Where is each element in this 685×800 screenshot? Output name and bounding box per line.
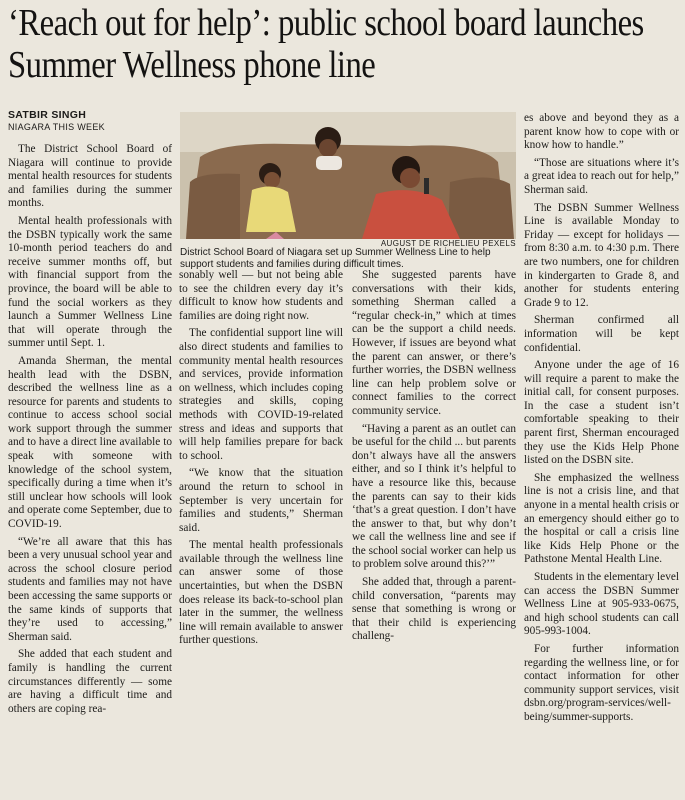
- byline: [8, 109, 178, 132]
- article-column-1: [8, 143, 172, 720]
- author-name: SATBIR SINGH: [8, 109, 87, 121]
- paragraph: Anyone under the age of 16 will require a parent to make the initial call, for consent purposes. In the case a student isn’t comfortable speaking to their parent first, Sherman encouraged they use the Kids Help Phone listed on the DSBN site.: [524, 359, 679, 467]
- paragraph: es above and beyond they as a parent know how to cope with or know how to handle.”: [524, 112, 679, 152]
- paragraph: The mental health professionals available through the wellness line can answer some of those uncertainties, but when the DSBN does release its back-to-school plan later in the summer, the wellness line will remain available to answer further questions.: [179, 539, 343, 647]
- paragraph: The DSBN Summer Wellness Line is available Monday to Friday — except for holidays — from 8:30 a.m. to 4:30 p.m. There are two numbers, one for children in kindergarten to Grade 8, and another for students entering Grade 9 to 12.: [524, 201, 679, 309]
- paragraph: Sherman confirmed all information will be kept confidential.: [524, 314, 679, 354]
- paragraph: Mental health professionals with the DSBN typically work the same 10-month period teachers do and receive summer months off, but with financial support from the province, the board will be able to fund the social workers as they launch a Summer Wellness Line that will operate through the summer until Sept. 1.: [8, 214, 172, 350]
- headline: ‘Reach out for help’: public school board launches Summer Wellness phone line: [8, 2, 644, 86]
- paragraph: “We know that the situation around the return to school in September is very uncertain for families and students,” Sherman said.: [179, 467, 343, 534]
- article-photo: [180, 112, 516, 239]
- paragraph: “Those are situations where it’s a great idea to reach out for help,” Sherman said.: [524, 156, 679, 196]
- paragraph: She suggested parents have conversations with their kids, something Sherman called a “regular check-in,” which at times can be the support a child needs. However, if issues are beyond what the parent can answer, or there’s further worries, the DSBN wellness line can help problem solve or connect families to the correct community service.: [352, 269, 516, 417]
- photo-illustration: [180, 112, 516, 239]
- paragraph: sonably well — but not being able to see the children every day it’s difficult to know how students and families are doing right now.: [179, 269, 343, 322]
- paragraph: She emphasized the wellness line is not a crisis line, and that anyone in a mental health crisis or an emergency should either go to the hospital or call a crisis line like Kids Help Phone or the Pathstone Mental Health Line.: [524, 471, 679, 566]
- paragraph: She added that each student and family is handling the current circumstances differently — some are having a difficult time and others are coping rea-: [8, 648, 172, 715]
- paragraph: “We’re all aware that this has been a very unusual school year and across the school closure period students and families may not have been accessing the same supports or the same kinds of supports that they’re used to accessing,” Sherman said.: [8, 535, 172, 643]
- photo-caption: District School Board of Niagara set up Summer Wellness Line to help support students and families during difficult times.: [180, 247, 491, 270]
- photo-credit: AUGUST DE RICHELIEU PEXELS: [380, 239, 516, 248]
- outlet-name: NIAGARA THIS WEEK: [8, 122, 105, 132]
- paragraph: She added that, through a parent-child conversation, “parents may sense that something is wrong or that their child is experiencing challeng-: [352, 576, 516, 643]
- paragraph: “Having a parent as an outlet can be useful for the child ... but parents don’t always have all the answers either, and so I think it’s helpful to have a resource like this, because the parents can say to their kids ‘that’s a great question. I don’t have the answer to that, but why don’t we call the wellness line and see if the school social worker can help us to problem solve around this?’”: [352, 422, 516, 571]
- paragraph: The confidential support line will also direct students and families to community mental health resources and services, provide information on wellness, which includes coping strategies and skills, coping methods with COVID-19-related stress and ideas and supports that will help families prepare for back to school.: [179, 327, 343, 462]
- paragraph: The District School Board of Niagara will continue to provide mental health resources for students and families during the summer months.: [8, 143, 172, 210]
- article-column-4: [524, 112, 679, 729]
- paragraph: For further information regarding the wellness line, or for contact information for other community support services, visit dsbn.org/program-services/well-being/summer-supports.: [524, 642, 679, 723]
- paragraph: Students in the elementary level can access the DSBN Summer Wellness Line at 905-933-0675, and high school students can call 905-993-1004.: [524, 571, 679, 638]
- article-column-3: [352, 269, 516, 648]
- article-column-2: [179, 269, 343, 652]
- paragraph: Amanda Sherman, the mental health lead with the DSBN, described the wellness line as a resource for parents and students to continue to access school social work support through the summer and to have a direct line available to speak with someone with knowledge of the school system, specifically during a time when it’s still unclear how schools will look and operate come September, due to COVID-19.: [8, 354, 172, 531]
